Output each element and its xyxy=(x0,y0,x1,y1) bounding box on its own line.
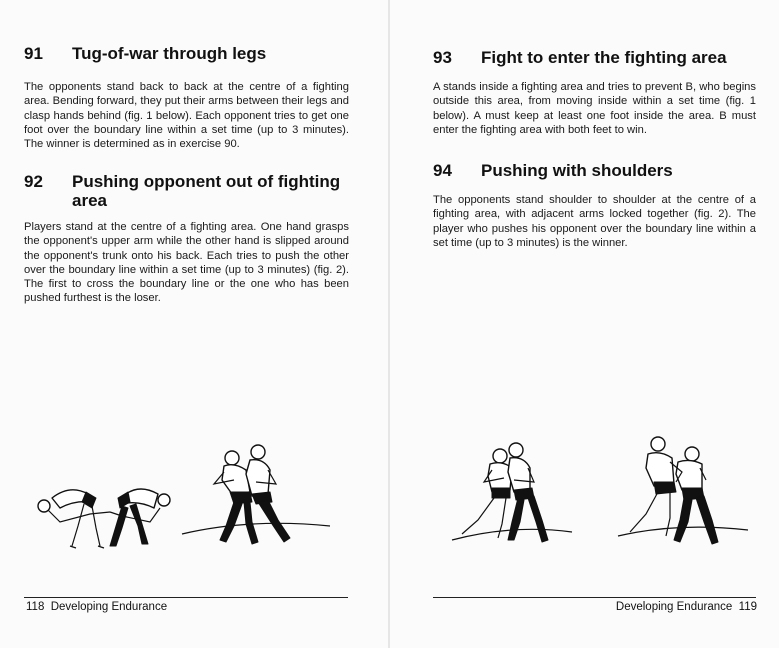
figure-head xyxy=(251,445,265,459)
section-body-94: The opponents stand shoulder to shoulder at the centre of a fighting area, with adjacent arms locked together (fig. 2). The player who pushes his opponent over the boundary line within a set time (up to 3 minutes) is the winner. xyxy=(433,194,756,249)
figure-enter-area-illustration xyxy=(452,440,572,552)
figure-torso xyxy=(508,458,530,492)
right-page xyxy=(390,0,779,648)
figure-head xyxy=(493,449,507,463)
figure-torso xyxy=(646,453,674,486)
section-title: Pushing with shoulders xyxy=(481,161,673,180)
section-number: 93 xyxy=(433,48,452,67)
section-heading-93 xyxy=(433,48,763,67)
figure-tug-of-war-illustration xyxy=(30,478,180,553)
figure-head xyxy=(225,451,239,465)
section-body-92: Players stand at the centre of a fighting area. One hand grasps the opponent's upper arm while the other hand is slipped around the opponent's trunk onto his back. Each tries to push the other over the boundary line within a set time (up to 3 minutes) (fig. 2). The first to cross the boundary line or the one who has been pushed furthest is the loser. xyxy=(24,221,349,305)
section-number: 94 xyxy=(433,161,452,180)
section-title: Fight to enter the fighting area xyxy=(481,48,727,67)
figure-legs xyxy=(72,504,100,546)
figure-pushing-illustration xyxy=(180,440,330,555)
section-title: Pushing opponent out of fighting area xyxy=(72,172,341,210)
figure-legs xyxy=(130,504,148,544)
page-footer xyxy=(26,601,167,613)
section-body-91: The opponents stand back to back at the centre of a fighting area. Bending forward, they put their arms between their legs and clasp hands behind (fig. 1 below). Each opponent tries to get one foot over the boundary line within a set time (up to 3 minutes). The winner is determined as in exercise 90. xyxy=(24,81,349,151)
figure-legs xyxy=(508,498,524,540)
figure-legs xyxy=(630,492,670,536)
figure-legs xyxy=(462,498,506,538)
figure-feet xyxy=(70,546,104,548)
running-title: Developing Endurance xyxy=(615,601,733,613)
figure-legs xyxy=(258,500,290,542)
figure-head xyxy=(509,443,523,457)
footer-rule xyxy=(433,597,756,598)
figure-torso xyxy=(222,465,250,494)
section-title: Tug-of-war through legs xyxy=(72,44,267,63)
page-footer xyxy=(616,601,757,613)
page-number: 119 xyxy=(738,601,757,613)
section-heading-94 xyxy=(433,161,763,180)
figure-legs xyxy=(244,502,258,544)
figure-legs xyxy=(696,496,718,544)
figure-shoulder-push-illustration xyxy=(618,432,748,552)
figure-head xyxy=(651,437,665,451)
figure-legs xyxy=(220,502,242,542)
section-body-93: A stands inside a fighting area and tries to prevent B, who begins outside this area, from moving inside within a set time (fig. 1 below). A must keep at least one foot inside the area. B must enter the fighting area with both feet to win. xyxy=(433,81,756,136)
section-heading-91 xyxy=(24,44,364,63)
figure-legs xyxy=(110,506,128,546)
boundary-line xyxy=(182,523,330,534)
running-title: Developing Endurance xyxy=(50,601,168,613)
section-number: 92 xyxy=(24,172,43,191)
figure-head xyxy=(685,447,699,461)
figure-legs xyxy=(528,496,548,542)
section-heading-92 xyxy=(24,172,364,210)
figure-shorts xyxy=(492,488,510,498)
page-number: 118 xyxy=(26,601,45,613)
figure-shorts xyxy=(118,492,130,508)
figure-legs xyxy=(674,498,692,542)
left-page xyxy=(0,0,388,648)
figure-head xyxy=(158,494,170,506)
section-number: 91 xyxy=(24,44,43,63)
footer-rule xyxy=(24,597,348,598)
